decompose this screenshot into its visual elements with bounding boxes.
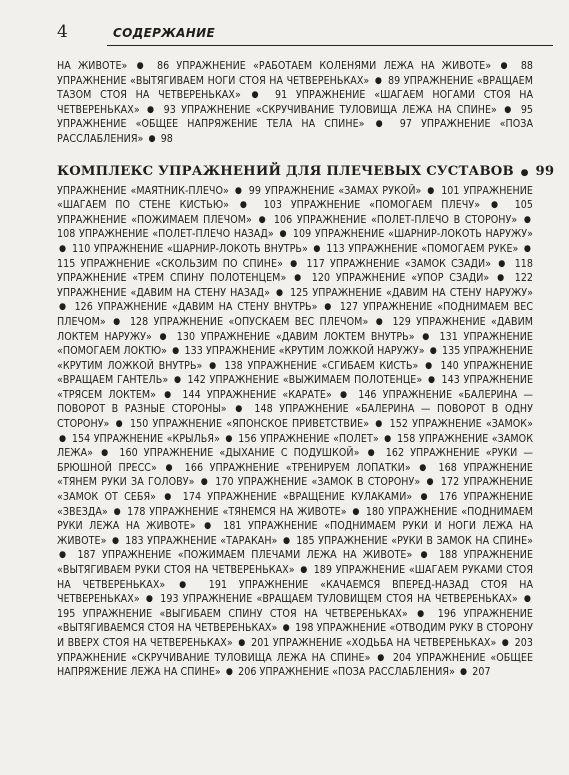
bullet-separator-icon: ●: [238, 637, 246, 648]
toc-entry-page: 93: [163, 103, 176, 116]
toc-entry-title: УПРАЖНЕНИЕ «ВЫТЯГИВАЕМ НОГИ СТОЯ НА ЧЕТВЕРЕНЬКАХ»: [57, 74, 370, 87]
bullet-separator-icon: ●: [375, 316, 386, 327]
toc-entry-title: УПРАЖНЕНИЕ «РУКИ — БРЮШНОЙ ПРЕСС»: [57, 447, 533, 474]
toc-entry-page: 154: [71, 432, 91, 445]
toc-entry-page: 120: [311, 272, 331, 285]
toc-entry-page: 129: [392, 315, 411, 328]
toc-entry-page: 86: [156, 60, 170, 72]
bullet-separator-icon: ●: [384, 433, 392, 444]
toc-entry-page: 140: [440, 359, 459, 372]
toc-entry-page: 160: [119, 447, 138, 460]
bullet-separator-icon: ●: [290, 258, 300, 269]
toc-entry-title: УПРАЖНЕНИЕ «ПОМОГАЕМ ПЛЕЧУ»: [290, 199, 481, 212]
section-page: 99: [535, 163, 555, 179]
bullet-separator-icon: ●: [300, 565, 309, 575]
bullet-separator-icon: ●: [375, 419, 384, 430]
bullet-separator-icon: ●: [375, 119, 389, 130]
toc-entry-page: 122: [514, 272, 534, 285]
toc-entry-page: 201: [251, 636, 270, 649]
toc-entry-page: 170: [215, 476, 234, 489]
toc-entry-page: 105: [514, 199, 534, 212]
bullet-separator-icon: ●: [339, 389, 351, 400]
bullet-separator-icon: ●: [500, 61, 512, 71]
toc-entry-page: 103: [263, 199, 282, 212]
toc-entry-page: 188: [438, 549, 458, 562]
toc-entry-title: УПРАЖНЕНИЕ «КРУТИМ ЛОЖКОЙ НАРУЖУ»: [205, 345, 425, 358]
section-title: КОМПЛЕКС УПРАЖНЕНИЙ ДЛЯ ПЛЕЧЕВЫХ СУСТАВОВ: [57, 163, 514, 179]
bullet-separator-icon: ●: [173, 375, 182, 386]
bullet-separator-icon: ●: [164, 492, 175, 503]
toc-entry-page: 148: [254, 403, 273, 416]
toc-entry-title: УПРАЖНЕНИЕ «ЗАМОК ЛЕЖА»: [57, 432, 534, 460]
bullet-separator-icon: ●: [417, 608, 429, 619]
bullet-separator-icon: ●: [204, 521, 215, 532]
toc-entry-page: 195: [57, 607, 76, 620]
toc-entry-title: УПРАЖНЕНИЕ «ЗВЕЗДА»: [57, 491, 534, 518]
toc-entry-page: 108: [57, 228, 76, 241]
toc-entry-page: 110: [72, 242, 91, 255]
toc-entry-page: 203: [514, 636, 534, 649]
toc-entry-title: УПРАЖНЕНИЕ «ПОЗА РАССЛАБЛЕНИЯ»: [259, 666, 455, 679]
bullet-separator-icon: ●: [374, 75, 383, 86]
toc-entry-page: 183: [125, 534, 144, 547]
toc-entry-page: 172: [440, 476, 460, 489]
toc-entry-page: 99: [248, 184, 261, 197]
toc-entry-page: 174: [182, 491, 202, 504]
toc-entry-title: УПРАЖНЕНИЕ «ОБЩЕЕ НАПРЯЖЕНИЕ ТЕЛА НА СПИНЕ»: [57, 118, 365, 131]
toc-entry-title: УПРАЖНЕНИЕ «ВРАЩЕНИЕ КУЛАКАМИ»: [207, 491, 413, 504]
toc-entry-page: 127: [339, 301, 359, 314]
bullet-separator-icon: ●: [101, 448, 112, 459]
toc-entry-title: УПРАЖНЕНИЕ «ЗАМОК В СТОРОНУ»: [237, 476, 421, 489]
bullet-separator-icon: ●: [112, 535, 120, 546]
toc-entry-title: УПРАЖНЕНИЕ «СКОЛЬЗИМ ПО СПИНЕ»: [80, 257, 283, 270]
bullet-separator-icon: ●: [282, 623, 290, 634]
toc-entry-page: 138: [224, 359, 243, 372]
toc-entry-title: УПРАЖНЕНИЕ «ПОДНИМАЕМ РУКИ И НОГИ ЛЕЖА НА ЖИВОТЕ»: [57, 520, 533, 547]
bullet-separator-icon: ●: [352, 506, 361, 517]
toc-entry-page: 191: [208, 578, 228, 591]
bullet-separator-icon: ●: [497, 273, 507, 284]
toc-continued-entries: [57, 60, 533, 148]
bullet-separator-icon: ●: [146, 104, 157, 115]
bullet-separator-icon: ●: [225, 433, 233, 444]
toc-entry-page: 189: [313, 564, 333, 576]
bullet-separator-icon: ●: [520, 167, 529, 178]
bullet-separator-icon: ●: [523, 243, 531, 254]
toc-entry-title: УПРАЖНЕНИЕ «ВРАЩАЕМ ТАЗОМ СТОЯ НА ЧЕТВЕРЕНЬКАХ»: [57, 74, 534, 102]
toc-entry-title: УПРАЖНЕНИЕ «ТЯНЕМСЯ НА ЖИВОТЕ»: [149, 505, 347, 518]
bullet-separator-icon: ●: [420, 492, 431, 503]
toc-entry-page: 97: [399, 118, 412, 131]
toc-entry-page: 196: [437, 607, 457, 620]
toc-entry-title: УПРАЖНЕНИЕ «КРУТИМ ЛОЖКОЙ ВНУТРЬ»: [57, 345, 534, 372]
bullet-separator-icon: ●: [426, 477, 435, 488]
toc-entry-page: 135: [442, 345, 461, 358]
bullet-separator-icon: ●: [159, 331, 170, 342]
toc-entry-page: 180: [365, 505, 385, 518]
toc-section-entries: [57, 185, 533, 681]
bullet-separator-icon: ●: [425, 360, 434, 371]
toc-entry-page: 166: [184, 461, 204, 474]
toc-entry-title: УПРАЖНЕНИЕ «ПОДНИМАЕМ РУКИ ЛЕЖА НА ЖИВОТЕ»: [57, 505, 533, 533]
bullet-separator-icon: ●: [165, 462, 177, 473]
bullet-separator-icon: ●: [234, 185, 243, 196]
toc-entry-page: 150: [130, 418, 149, 431]
toc-entry-title: УПРАЖНЕНИЕ «ЗАМОК»: [412, 418, 533, 431]
toc-entry-title: УПРАЖНЕНИЕ «ДАВИМ НА СТЕНУ ВНУТРЬ»: [97, 301, 318, 314]
toc-entry-title: УПРАЖНЕНИЕ «РУКИ В ЗАМОК НА СПИНЕ»: [318, 534, 534, 547]
bullet-separator-icon: ●: [377, 652, 387, 663]
toc-entry-page: 118: [514, 257, 534, 270]
toc-entry-title: УПРАЖНЕНИЕ «ТРЕНИРУЕМ ЛОПАТКИ»: [209, 461, 411, 474]
bullet-separator-icon: ●: [172, 346, 180, 357]
toc-entry-page: 178: [127, 505, 146, 518]
header-rule: [107, 45, 553, 46]
bullet-separator-icon: ●: [225, 667, 234, 678]
toc-entry-title: УПРАЖНЕНИЕ «ТРЯСЕМ ЛОКТЕМ»: [57, 374, 534, 401]
toc-entry-page: 206: [238, 666, 257, 679]
toc-entry-title: УПРАЖНЕНИЕ «ВЫГИБАЕМ СПИНУ СТОЯ НА ЧЕТВЕРЕНЬКАХ»: [82, 607, 408, 620]
toc-entry-page: 115: [57, 257, 76, 270]
bullet-separator-icon: ●: [427, 185, 436, 196]
toc-entry-page: 142: [187, 374, 206, 387]
toc-entry-page: 162: [385, 447, 405, 460]
bullet-separator-icon: ●: [115, 419, 124, 430]
toc-entry-page: 109: [292, 228, 312, 241]
page-number: 4: [57, 22, 68, 42]
toc-entry-title: УПРАЖНЕНИЕ «ТЯНЕМ РУКИ ЗА ГОЛОВУ»: [57, 461, 533, 489]
toc-entry-title: УПРАЖНЕНИЕ «ПОМОГАЕМ ЛОКТЮ»: [57, 330, 534, 358]
bullet-separator-icon: ●: [523, 594, 532, 605]
bullet-separator-icon: ●: [59, 433, 67, 444]
bullet-separator-icon: ●: [422, 331, 432, 342]
toc-entry-title: УПРАЖНЕНИЕ «БАЛЕРИНА — ПОВОРОТ В РАЗНЫЕ СТОРОНЫ»: [57, 388, 534, 416]
toc-entry-title: УПРАЖНЕНИЕ «ОБЩЕЕ НАПРЯЖЕНИЕ ЛЕЖА НА СПИНЕ»: [57, 651, 534, 679]
toc-entry-title: УПРАЖНЕНИЕ «ТРЕМ СПИНУ ПОЛОТЕНЦЕМ»: [57, 272, 287, 285]
toc-entry-title: УПРАЖНЕНИЕ «ОПУСКАЕМ ВЕС ПЛЕЧОМ»: [153, 315, 369, 328]
toc-entry-title: УПРАЖНЕНИЕ «ХОДЬБА НА ЧЕТВЕРЕНЬКАХ»: [272, 636, 497, 649]
toc-entry-page: 156: [238, 432, 257, 445]
bullet-separator-icon: ●: [145, 594, 155, 605]
toc-entry-page: 88: [520, 60, 534, 72]
toc-entry-page: 117: [306, 257, 325, 270]
toc-entry-title: УПРАЖНЕНИЕ «ПОЗА РАССЛАБЛЕНИЯ»: [57, 118, 534, 145]
toc-entry-title: УПРАЖНЕНИЕ «ДАВИМ ЛОКТЕМ НАРУЖУ»: [57, 315, 534, 343]
toc-entry-title: УПРАЖНЕНИЕ «ЗАМАХ РУКОЙ»: [264, 184, 422, 197]
bullet-separator-icon: ●: [275, 287, 285, 298]
bullet-separator-icon: ●: [258, 214, 268, 225]
toc-entry-page: 133: [184, 345, 203, 358]
bullet-separator-icon: ●: [313, 243, 321, 254]
bullet-separator-icon: ●: [324, 302, 334, 313]
toc-entry-page: 143: [441, 374, 460, 387]
toc-entry-title: УПРАЖНЕНИЕ «БАЛЕРИНА — ПОВОРОТ В ОДНУ СТОРОНУ»: [57, 403, 533, 431]
toc-entry-title: НА ЖИВОТЕ»: [57, 60, 128, 72]
bullet-separator-icon: ●: [239, 200, 253, 211]
toc-entry-title: УПРАЖНЕНИЕ «ЗАМОК СЗАДИ»: [330, 257, 492, 270]
toc-entry-page: 158: [397, 432, 416, 445]
toc-entry-title: УПРАЖНЕНИЕ «ПОЖИМАЕМ ПЛЕЧОМ»: [57, 213, 252, 226]
toc-entry-page: 91: [275, 89, 288, 102]
toc-entry-page: 125: [290, 286, 309, 299]
bullet-separator-icon: ●: [200, 477, 209, 488]
toc-entry-title: УПРАЖНЕНИЕ «КРЫЛЬЯ»: [93, 432, 220, 445]
toc-entry-page: 126: [74, 301, 93, 314]
toc-entry-page: 168: [438, 461, 457, 474]
toc-entry-title: УПРАЖНЕНИЕ «КАЧАЕМСЯ ВПЕРЕД-НАЗАД СТОЯ НА ЧЕТВЕРЕНЬКАХ»: [57, 578, 534, 606]
toc-entry-title: УПРАЖНЕНИЕ «ПОМОГАЕМ РУКЕ»: [348, 242, 519, 255]
bullet-separator-icon: ●: [179, 579, 195, 590]
toc-entry-title: УПРАЖНЕНИЕ «ТАРАКАН»: [147, 534, 278, 547]
bullet-separator-icon: ●: [367, 448, 378, 459]
bullet-separator-icon: ●: [460, 667, 468, 678]
bullet-separator-icon: ●: [504, 104, 514, 115]
toc-entry-page: 131: [439, 330, 458, 343]
toc-entry-title: УПРАЖНЕНИЕ «ВРАЩАЕМ ГАНТЕЛЬ»: [57, 359, 533, 387]
toc-entry-page: 187: [77, 549, 96, 562]
toc-entry-title: УПРАЖНЕНИЕ «СГИБАЕМ КИСТЬ»: [247, 359, 419, 372]
toc-entry-title: УПРАЖНЕНИЕ «ПОЛЕТ-ПЛЕЧО НАЗАД»: [79, 228, 274, 241]
page-header: [57, 22, 553, 46]
toc-entry-page: 146: [358, 388, 377, 401]
bullet-separator-icon: ●: [490, 200, 504, 211]
toc-entry-page: 98: [160, 132, 173, 145]
bullet-separator-icon: ●: [283, 535, 291, 546]
toc-entry-title: УПРАЖНЕНИЕ «КАРАТЕ»: [206, 388, 332, 401]
bullet-separator-icon: ●: [498, 258, 508, 269]
bullet-separator-icon: ●: [113, 506, 122, 517]
toc-entry-title: УПРАЖНЕНИЕ «ШАГАЕМ РУКАМИ СТОЯ НА ЧЕТВЕРЕНЬКАХ»: [57, 564, 533, 591]
bullet-separator-icon: ●: [59, 550, 70, 561]
toc-entry-page: 176: [438, 491, 458, 504]
toc-entry-title: УПРАЖНЕНИЕ «ЗАМОК ОТ СЕБЯ»: [57, 476, 534, 504]
toc-entry-page: 130: [176, 330, 196, 343]
toc-entry-title: УПРАЖНЕНИЕ «ПОЛЕТ»: [260, 432, 379, 445]
toc-content: [57, 60, 555, 681]
bullet-separator-icon: ●: [523, 214, 532, 225]
bullet-separator-icon: ●: [136, 61, 148, 71]
bullet-separator-icon: ●: [251, 90, 265, 101]
bullet-separator-icon: ●: [420, 550, 431, 561]
bullet-separator-icon: ●: [235, 404, 246, 415]
toc-entry-title: УПРАЖНЕНИЕ «СКРУЧИВАНИЕ ТУЛОВИЩА ЛЕЖА НА СПИНЕ»: [57, 651, 371, 664]
toc-entry-title: УПРАЖНЕНИЕ «ДАВИМ НА СТЕНУ НАРУЖУ»: [312, 286, 533, 299]
toc-entry-title: УПРАЖНЕНИЕ «ОТВОДИМ РУКУ В СТОРОНУ И ВВЕРХ СТОЯ НА ЧЕТВЕРЕНЬКАХ»: [57, 622, 534, 649]
section-heading: [57, 163, 555, 179]
toc-entry-page: 198: [295, 622, 314, 635]
toc-entry-page: 128: [129, 315, 149, 328]
toc-entry-title: УПРАЖНЕНИЕ «ШАРНИР-ЛОКОТЬ ВНУТРЬ»: [93, 242, 308, 255]
toc-entry-page: 89: [387, 74, 401, 87]
bullet-separator-icon: ●: [148, 133, 156, 144]
bullet-separator-icon: ●: [419, 462, 430, 473]
toc-entry-title: УПРАЖНЕНИЕ «ДАВИМ ЛОКТЕМ ВНУТРЬ»: [200, 330, 415, 343]
toc-entry-title: УПРАЖНЕНИЕ «МАЯТНИК-ПЛЕЧО»: [57, 184, 229, 197]
bullet-separator-icon: ●: [501, 637, 510, 648]
toc-entry-page: 101: [441, 184, 460, 197]
running-title: СОДЕРЖАНИЕ: [113, 26, 215, 40]
toc-entry-title: УПРАЖНЕНИЕ «СКРУЧИВАНИЕ ТУЛОВИЩА ЛЕЖА НА СПИНЕ»: [181, 103, 497, 116]
bullet-separator-icon: ●: [209, 360, 218, 371]
bullet-separator-icon: ●: [294, 273, 304, 284]
toc-entry-title: УПРАЖНЕНИЕ «ШАРНИР-ЛОКОТЬ НАРУЖУ»: [314, 228, 534, 241]
toc-entry-title: УПРАЖНЕНИЕ «РАБОТАЕМ КОЛЕНЯМИ ЛЕЖА НА ЖИВОТЕ»: [176, 60, 492, 72]
bullet-separator-icon: ●: [113, 316, 123, 327]
toc-entry-title: УПРАЖНЕНИЕ «ШАГАЕМ НОГАМИ СТОЯ НА ЧЕТВЕРЕНЬКАХ»: [57, 89, 534, 116]
toc-entry-page: 152: [389, 418, 408, 431]
toc-entry-title: УПРАЖНЕНИЕ «ДЫХАНИЕ С ПОДУШКОЙ»: [143, 447, 360, 460]
toc-entry-title: УПРАЖНЕНИЕ «ВЫТЯГИВАЕМСЯ СТОЯ НА ЧЕТВЕРЕНЬКАХ»: [57, 607, 533, 635]
toc-entry-page: 185: [296, 534, 315, 547]
bullet-separator-icon: ●: [429, 346, 437, 357]
toc-entry-title: УПРАЖНЕНИЕ «УПОР СЗАДИ»: [335, 272, 490, 285]
bullet-separator-icon: ●: [279, 229, 288, 240]
toc-entry-title: УПРАЖНЕНИЕ «ПОЖИМАЕМ ПЛЕЧАМИ ЛЕЖА НА ЖИВОТЕ»: [101, 549, 413, 562]
toc-entry-title: УПРАЖНЕНИЕ «ПОЛЕТ-ПЛЕЧО В СТОРОНУ»: [296, 213, 518, 226]
bullet-separator-icon: ●: [164, 389, 175, 400]
bullet-separator-icon: ●: [59, 243, 67, 254]
toc-entry-page: 95: [520, 103, 534, 116]
toc-entry-title: УПРАЖНЕНИЕ «ПОДНИМАЕМ ВЕС ПЛЕЧОМ»: [57, 301, 534, 328]
toc-entry-page: 106: [273, 213, 293, 226]
toc-entry-title: УПРАЖНЕНИЕ «ВЫТЯГИВАЕМ РУКИ СТОЯ НА ЧЕТВЕРЕНЬКАХ»: [57, 549, 534, 576]
toc-entry-title: УПРАЖНЕНИЕ «ШАГАЕМ ПО СТЕНЕ КИСТЬЮ»: [57, 184, 533, 212]
toc-entry-page: 207: [472, 666, 491, 679]
toc-entry-title: УПРАЖНЕНИЕ «ВЫЖИМАЕМ ПОЛОТЕНЦЕ»: [209, 374, 423, 387]
bullet-separator-icon: ●: [59, 302, 68, 313]
toc-entry-page: 193: [160, 593, 179, 606]
toc-entry-title: УПРАЖНЕНИЕ «ДАВИМ НА СТЕНУ НАЗАД»: [57, 286, 270, 299]
toc-entry-title: УПРАЖНЕНИЕ «ЯПОНСКОЕ ПРИВЕТСТВИЕ»: [152, 418, 370, 431]
toc-entry-page: 113: [326, 242, 345, 255]
toc-entry-page: 204: [392, 651, 412, 664]
toc-entry-page: 181: [223, 520, 242, 533]
toc-entry-page: 144: [182, 388, 201, 401]
toc-entry-title: УПРАЖНЕНИЕ «ВРАЩАЕМ ТУЛОВИЩЕМ СТОЯ НА ЧЕТВЕРЕНЬКАХ»: [182, 593, 518, 606]
bullet-separator-icon: ●: [427, 375, 436, 386]
